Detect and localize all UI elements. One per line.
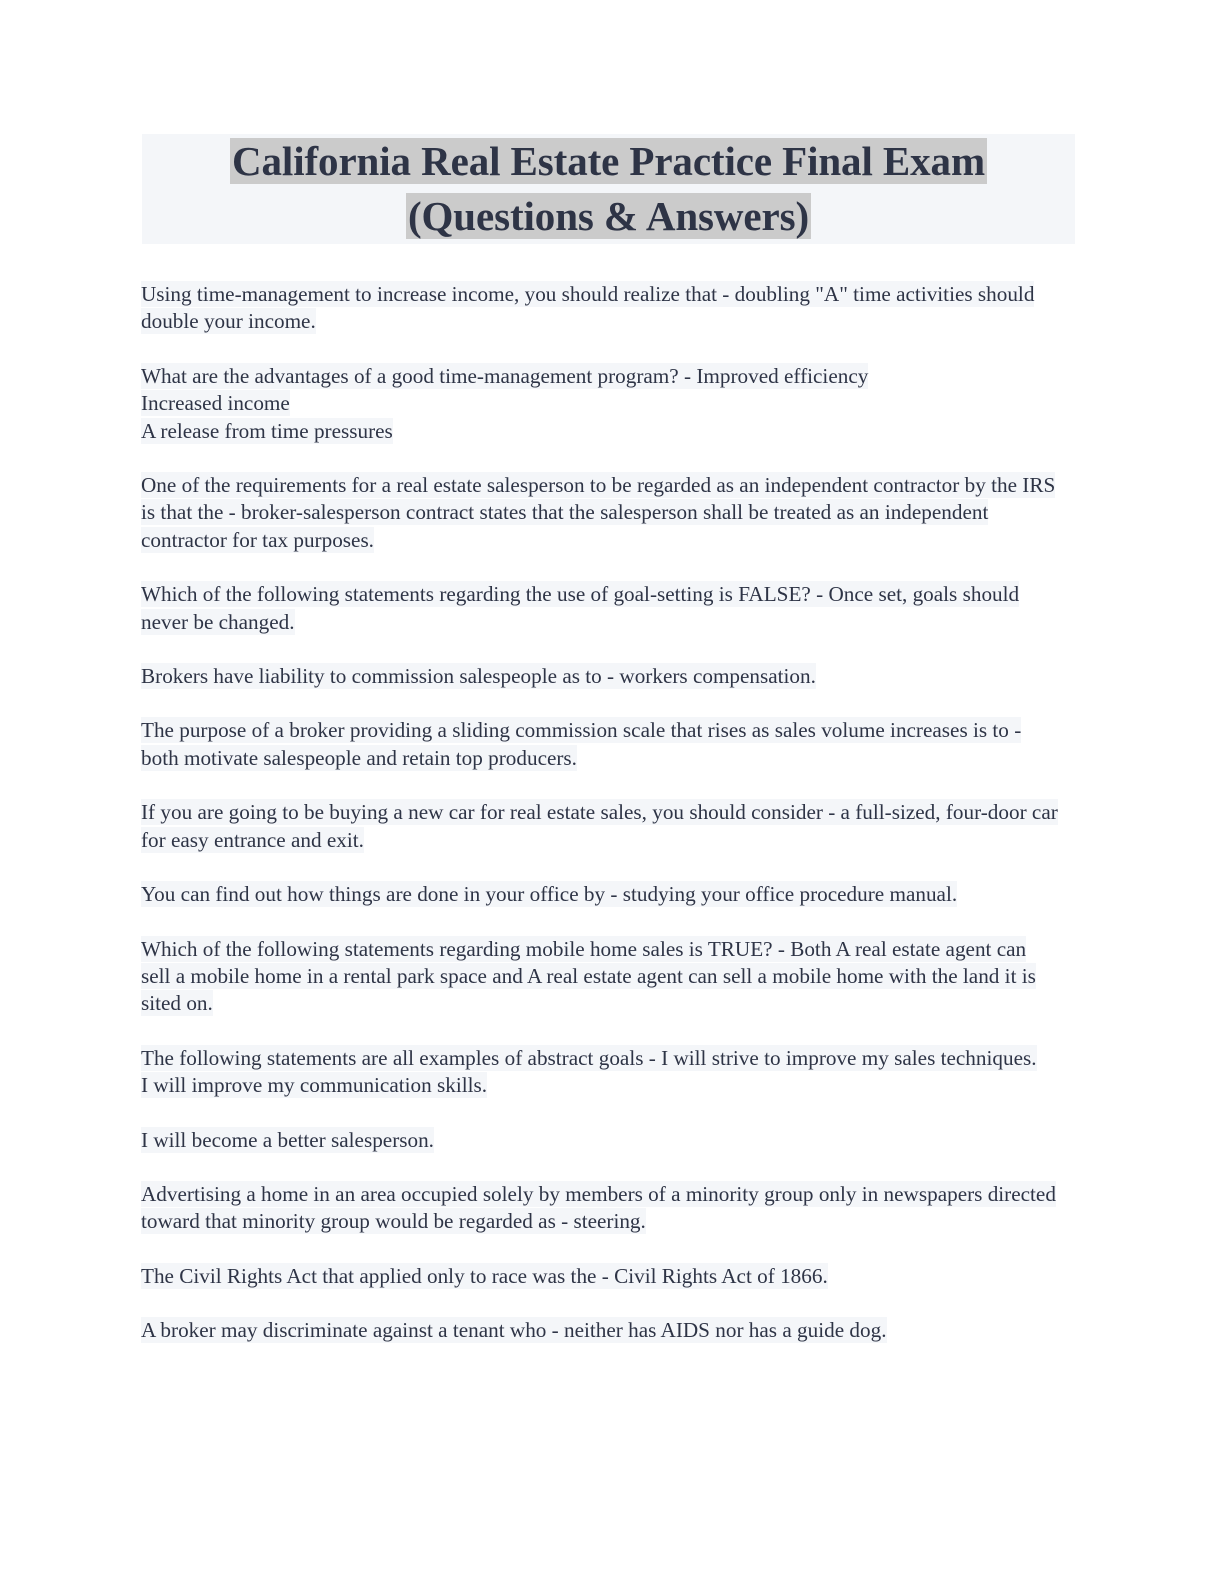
paragraph-p8 — [141, 881, 1059, 908]
paragraph-p1 — [141, 281, 1059, 336]
paragraph-line: Brokers have liability to commission salespeople as to - workers compensation. — [141, 664, 816, 689]
paragraph-line: A release from time pressures — [141, 418, 393, 443]
paragraph-p5 — [141, 663, 1059, 690]
paragraph-line: I will improve my communication skills. — [141, 1073, 488, 1098]
paragraph-line: Which of the following statements regarding the use of goal-setting is FALSE? - Once set, goals should never be changed. — [141, 582, 1020, 634]
paragraph-p7 — [141, 799, 1059, 854]
paragraph-line: A broker may discriminate against a tenant who - neither has AIDS nor has a guide dog. — [141, 1318, 887, 1343]
paragraph-p4 — [141, 581, 1059, 636]
title-line-1-text: California Real Estate Practice Final Exam — [232, 138, 985, 184]
paragraph-p10 — [141, 1045, 1059, 1100]
paragraph-line: The Civil Rights Act that applied only to race was the - Civil Rights Act of 1866. — [141, 1263, 828, 1288]
paragraph-p2 — [141, 363, 1059, 445]
title-line-2-text: (Questions & Answers) — [407, 193, 810, 239]
paragraph-p13 — [141, 1263, 1059, 1290]
title-line-2 — [142, 189, 1075, 244]
paragraph-line: Advertising a home in an area occupied solely by members of a minority group only in newspapers directed toward that minority group would be regarded as - steering. — [141, 1181, 1056, 1234]
paragraph-p3 — [141, 472, 1059, 554]
title-line-1 — [142, 134, 1075, 189]
paragraph-line: The purpose of a broker providing a sliding commission scale that rises as sales volume increases is to - both motivate salespeople and retain top producers. — [141, 718, 1022, 770]
paragraph-p12 — [141, 1181, 1059, 1236]
paragraph-line: What are the advantages of a good time-management program? - Improved efficiency — [141, 363, 869, 388]
paragraph-line: I will become a better salesperson. — [141, 1127, 434, 1152]
paragraph-line: If you are going to be buying a new car for real estate sales, you should consider - a full-sized, four-door car for easy entrance and exit. — [141, 800, 1058, 852]
paragraph-p9 — [141, 936, 1059, 1018]
paragraph-p6 — [141, 717, 1059, 772]
paragraph-line: Using time-management to increase income, you should realize that - doubling "A" time activities should double your income. — [141, 282, 1035, 334]
paragraph-line: The following statements are all examples of abstract goals - I will strive to improve my sales techniques. — [141, 1045, 1037, 1070]
paragraph-line: Which of the following statements regarding mobile home sales is TRUE? - Both A real estate agent can sell a mobile home in a rental park space and A real estate agent can sell a mobile home with the land it is sited on. — [141, 936, 1036, 1016]
paragraph-p14 — [141, 1317, 1059, 1344]
document-title — [142, 134, 1075, 244]
paragraph-line: Increased income — [141, 391, 290, 416]
paragraph-line: You can find out how things are done in your office by - studying your office procedure manual. — [141, 882, 958, 907]
document-body — [141, 281, 1059, 1345]
paragraph-line: One of the requirements for a real estate salesperson to be regarded as an independent contractor by the IRS is that the - broker-salesperson contract states that the salesperson shall be treated as an independent contractor for tax purposes. — [141, 473, 1056, 552]
paragraph-p11 — [141, 1127, 1059, 1154]
